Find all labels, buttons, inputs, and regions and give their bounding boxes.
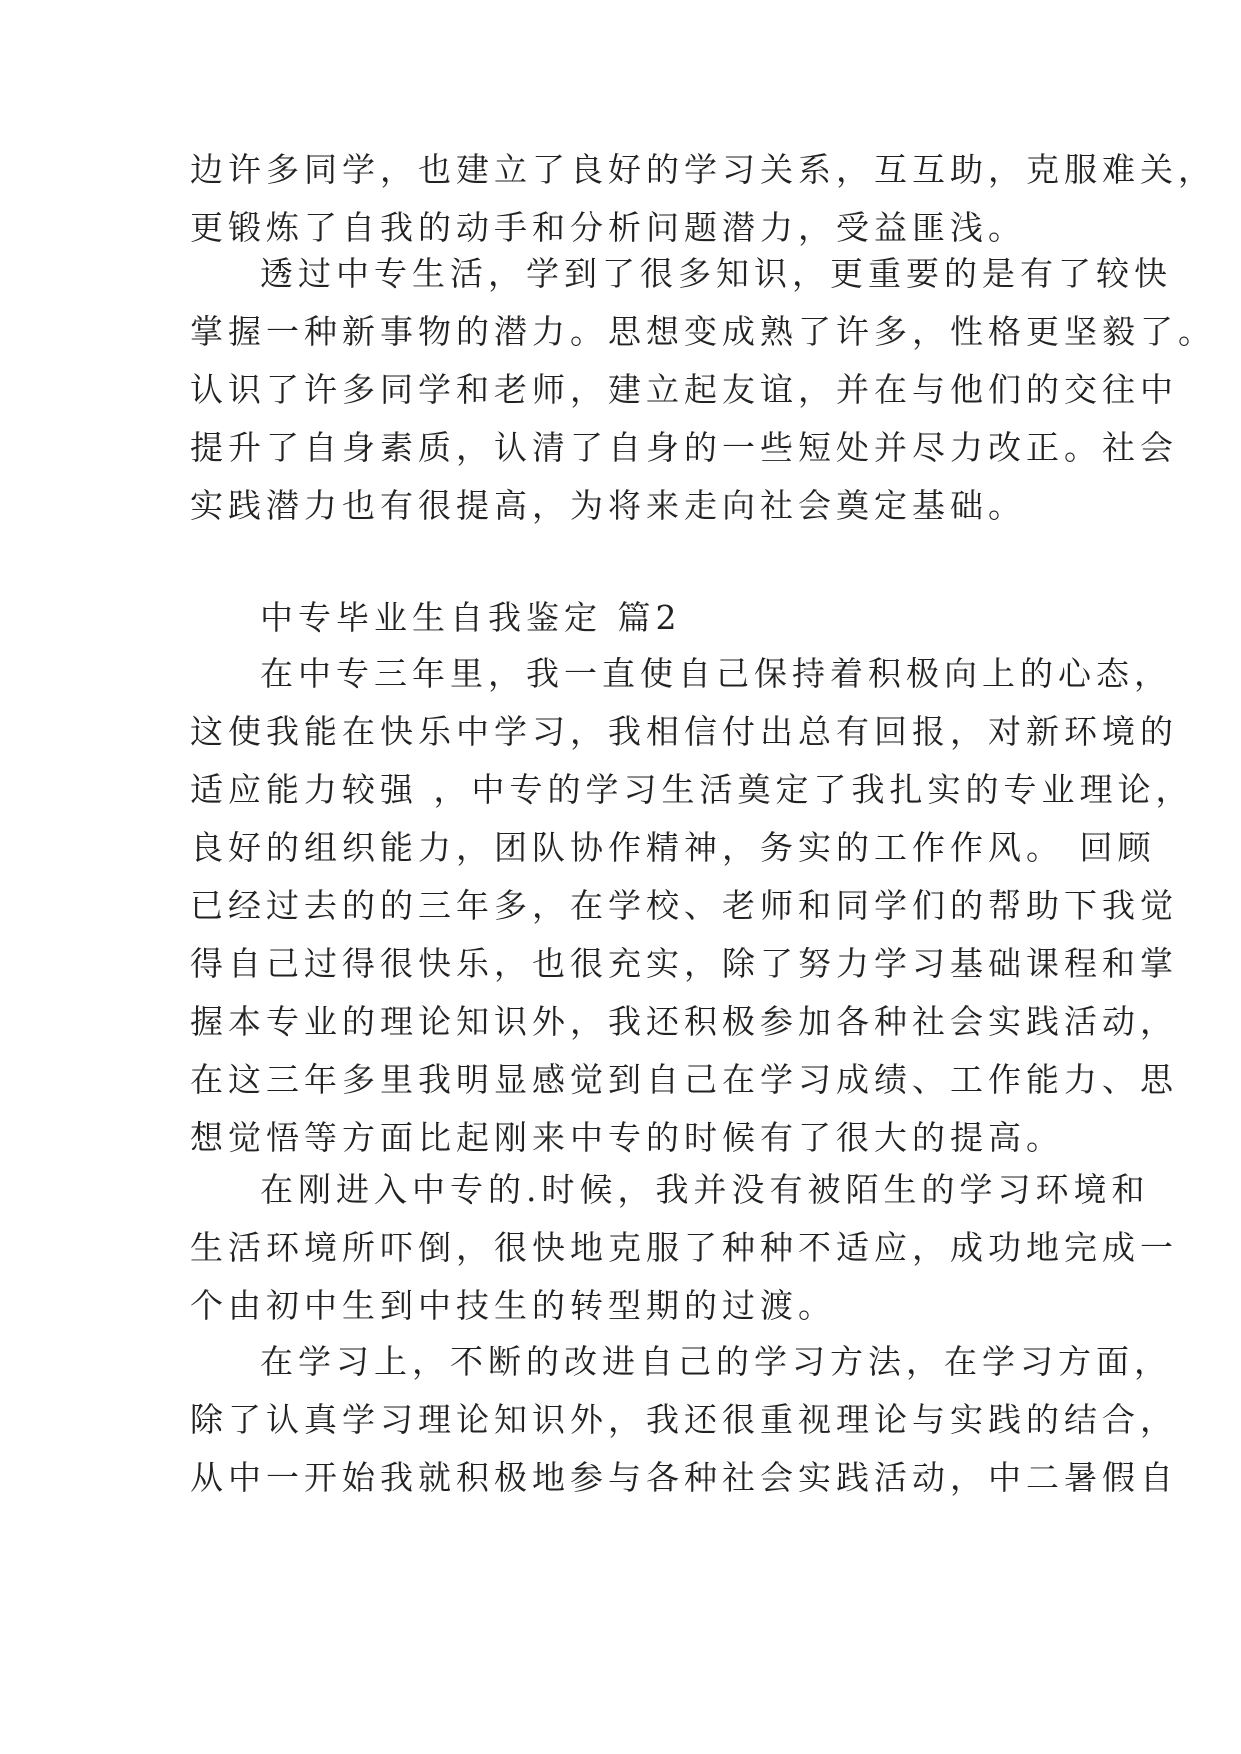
paragraph	[190, 245, 1216, 535]
text-line: 在刚进入中专的.时候，我并没有被陌生的学习环境和	[260, 1170, 1150, 1209]
text-line: 在中专三年里，我一直使自己保持着积极向上的心态，	[260, 654, 1172, 693]
text-line: 良好的组织能力，团队协作精神，务实的工作作风。 回顾	[190, 828, 1156, 867]
text-line: 掌握一种新事物的潜力。思想变成熟了许多，性格更坚毅了。	[190, 312, 1216, 351]
text-line: 更锻炼了自我的动手和分析问题潜力，受益匪浅。	[190, 208, 1026, 247]
text-line: 生活环境所吓倒，很快地克服了种种不适应，成功地完成一	[190, 1228, 1178, 1267]
section-title: 中专毕业生自我鉴定 篇2	[260, 598, 682, 637]
text-line: 已经过去的的三年多，在学校、老师和同学们的帮助下我觉	[190, 886, 1178, 925]
text-line: 除了认真学习理论知识外，我还很重视理论与实践的结合，	[190, 1400, 1178, 1439]
text-line: 从中一开始我就积极地参与各种社会实践活动，中二暑假自	[190, 1458, 1178, 1497]
text-line: 透过中专生活，学到了很多知识，更重要的是有了较快	[260, 254, 1172, 293]
text-line: 提升了自身素质，认清了自身的一些短处并尽力改正。社会	[190, 428, 1178, 467]
text-line: 实践潜力也有很提高，为将来走向社会奠定基础。	[190, 486, 1026, 525]
section-heading	[190, 589, 1070, 647]
text-line: 个由初中生到中技生的转型期的过渡。	[190, 1286, 836, 1325]
text-line: 适应能力较强 ，中专的学习生活奠定了我扎实的专业理论，	[190, 770, 1194, 809]
text-line: 握本专业的理论知识外，我还积极参加各种社会实践活动，	[190, 1002, 1178, 1041]
text-line: 认识了许多同学和老师，建立起友谊，并在与他们的交往中	[190, 370, 1178, 409]
text-line: 在这三年多里我明显感觉到自己在学习成绩、工作能力、思	[190, 1060, 1178, 1099]
paragraph	[190, 1161, 1178, 1335]
text-line: 边许多同学，也建立了良好的学习关系，互互助，克服难关，	[190, 150, 1216, 189]
text-line: 得自己过得很快乐，也很充实，除了努力学习基础课程和掌	[190, 944, 1178, 983]
paragraph	[190, 645, 1194, 1167]
text-line: 这使我能在快乐中学习，我相信付出总有回报，对新环境的	[190, 712, 1178, 751]
paragraph	[190, 1333, 1178, 1507]
paragraph-continuation	[190, 141, 1216, 257]
text-line: 在学习上，不断的改进自己的学习方法，在学习方面，	[260, 1342, 1172, 1381]
text-line: 想觉悟等方面比起刚来中专的时候有了很大的提高。	[190, 1118, 1064, 1157]
